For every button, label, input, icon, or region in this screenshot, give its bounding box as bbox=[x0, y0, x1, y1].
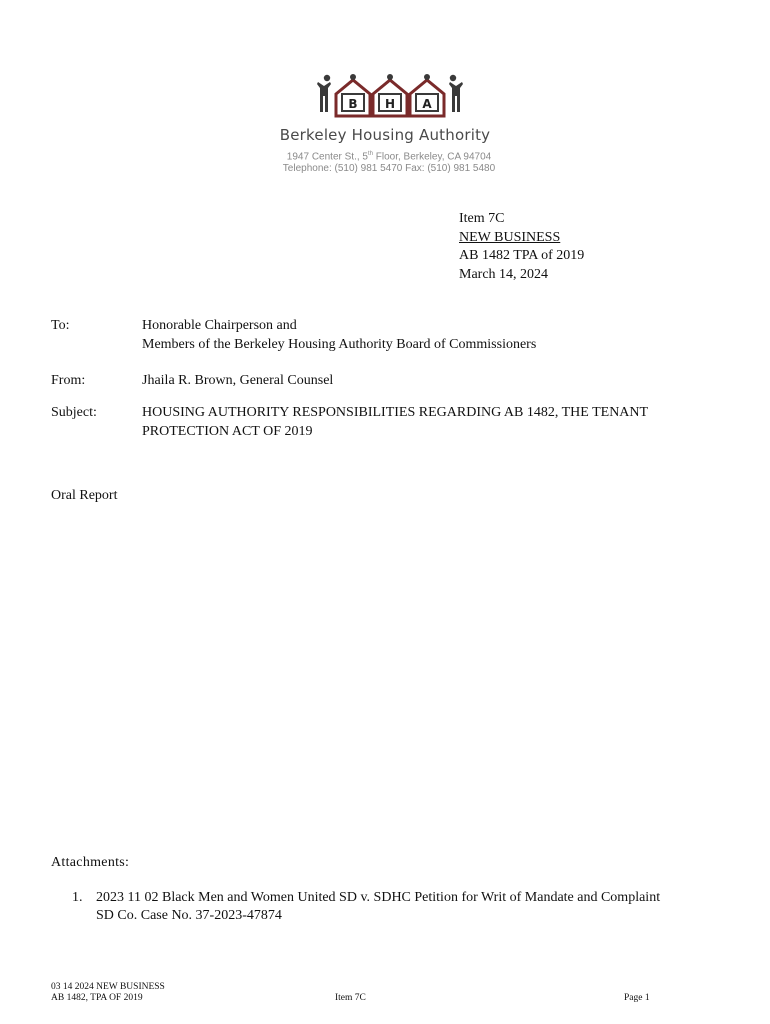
footer-left-line-1: 03 14 2024 NEW BUSINESS bbox=[51, 982, 165, 992]
logo-figure-right-icon bbox=[449, 75, 463, 112]
oral-report: Oral Report bbox=[51, 488, 118, 503]
footer-center: Item 7C bbox=[335, 993, 366, 1003]
item-category: NEW BUSINESS bbox=[459, 229, 561, 245]
attachments-title: Attachments: bbox=[51, 855, 130, 870]
attachment-item bbox=[72, 889, 722, 925]
to-label: To: bbox=[51, 318, 70, 333]
attachment-line-1: 2023 11 02 Black Men and Women United SD v. SDHC Petition for Writ of Mandate and Complaint bbox=[96, 890, 661, 905]
address-sup: th bbox=[367, 151, 373, 157]
subject-line-2: PROTECTION ACT OF 2019 bbox=[142, 424, 313, 439]
bha-logo bbox=[316, 72, 464, 124]
footer-left-line-2: AB 1482, TPA OF 2019 bbox=[51, 993, 143, 1003]
attachment-line-2: SD Co. Case No. 37-2023-47874 bbox=[96, 908, 282, 923]
item-subject-short: AB 1482 TPA of 2019 bbox=[459, 248, 585, 263]
logo-figure-left-icon bbox=[317, 75, 331, 112]
logo-letter-b: B bbox=[348, 97, 358, 111]
footer-left bbox=[51, 982, 165, 1004]
from-value: Jhaila R. Brown, General Counsel bbox=[142, 373, 334, 388]
to-line-1: Honorable Chairperson and bbox=[142, 318, 297, 333]
to-value bbox=[142, 316, 722, 354]
item-date: March 14, 2024 bbox=[459, 266, 549, 282]
subject-line-1: HOUSING AUTHORITY RESPONSIBILITIES REGARDING AB 1482, THE TENANT bbox=[142, 405, 649, 420]
organization-name: Berkeley Housing Authority bbox=[279, 126, 491, 144]
to-line-2: Members of the Berkeley Housing Authority Board of Commissioners bbox=[142, 337, 537, 352]
phone-fax-line: Telephone: (510) 981 5470 Fax: (510) 981 5480 bbox=[282, 163, 496, 174]
footer-page-number: Page 1 bbox=[624, 993, 650, 1003]
item-number: Item 7C bbox=[459, 211, 505, 226]
address-line bbox=[0, 151, 770, 162]
subject-label: Subject: bbox=[51, 405, 97, 420]
address-pre: 1947 Center St., 5 bbox=[286, 151, 368, 163]
logo-letter-a: A bbox=[422, 97, 432, 111]
from-label: From: bbox=[51, 373, 86, 388]
item-info-block bbox=[459, 210, 584, 284]
subject-value bbox=[142, 403, 722, 441]
logo-letter-h: H bbox=[384, 97, 396, 111]
attachment-number: 1. bbox=[72, 890, 83, 905]
address-post: Floor, Berkeley, CA 94704 bbox=[372, 151, 492, 163]
